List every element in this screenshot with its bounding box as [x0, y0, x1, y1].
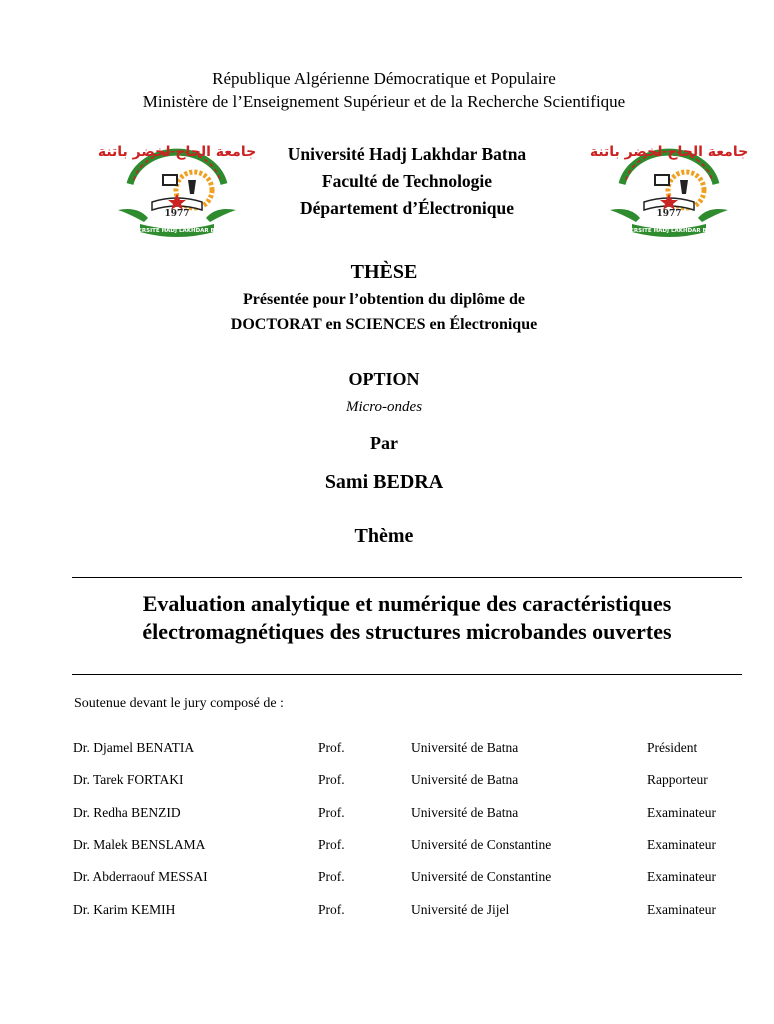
- jury-row: [0, 902, 768, 922]
- jury-row: [0, 869, 768, 889]
- ministry-line: Ministère de l’Enseignement Supérieur et de la Recherche Scientifique: [142, 92, 626, 111]
- jury-institution: Université de Constantine: [411, 837, 552, 852]
- republic-line: République Algérienne Démocratique et Populaire: [212, 69, 556, 88]
- jury-name: Dr. Tarek FORTAKI: [73, 772, 184, 787]
- jury-row: [0, 837, 768, 857]
- by-label: Par: [370, 433, 398, 453]
- jury-intro: Soutenue devant le jury composé de :: [74, 696, 284, 711]
- jury-role: Président: [647, 740, 698, 755]
- jury-role: Examinateur: [647, 837, 716, 852]
- title-rule-bottom: [72, 674, 742, 675]
- jury-role: Rapporteur: [647, 772, 708, 787]
- thesis-title-line-2: électromagnétiques des structures microbandes ouvertes: [142, 619, 672, 644]
- title-rule-top: [72, 577, 742, 578]
- option-label: OPTION: [348, 369, 420, 389]
- jury-institution: Université de Constantine: [411, 869, 552, 884]
- jury-name: Dr. Karim KEMIH: [73, 902, 176, 917]
- jury-role: Examinateur: [647, 805, 716, 820]
- jury-grade: Prof.: [318, 772, 345, 787]
- logo-year: 1977: [656, 209, 682, 219]
- jury-grade: Prof.: [318, 869, 345, 884]
- option-value: Micro-ondes: [345, 399, 423, 415]
- jury-row: [0, 772, 768, 792]
- presented-line-1: Présentée pour l’obtention du diplôme de: [243, 291, 525, 308]
- jury-role: Examinateur: [647, 902, 716, 917]
- jury-institution: Université de Batna: [411, 772, 519, 787]
- jury-role: Examinateur: [647, 869, 716, 884]
- university-name: Université Hadj Lakhdar Batna: [287, 144, 527, 164]
- jury-name: Dr. Abderraouf MESSAI: [73, 869, 208, 884]
- logo-banner-text: UNIVERSITE HADJ LAKHDAR BATNA: [614, 228, 724, 234]
- thesis-type: THÈSE: [350, 261, 418, 283]
- theme-label: Thème: [354, 525, 414, 547]
- thesis-title-line-1: Evaluation analytique et numérique des caractéristiques: [142, 591, 672, 616]
- jury-institution: Université de Batna: [411, 805, 519, 820]
- jury-grade: Prof.: [318, 837, 345, 852]
- jury-name: Dr. Malek BENSLAMA: [73, 837, 206, 852]
- logo-banner-text: UNIVERSITE HADJ LAKHDAR BATNA: [122, 228, 232, 234]
- jury-grade: Prof.: [318, 805, 345, 820]
- jury-institution: Université de Jijel: [411, 902, 510, 917]
- jury-name: Dr. Redha BENZID: [73, 805, 181, 820]
- jury-institution: Université de Batna: [411, 740, 519, 755]
- logo-year: 1977: [164, 209, 190, 219]
- department-name: Département d’Électronique: [299, 198, 515, 218]
- jury-grade: Prof.: [318, 740, 345, 755]
- jury-row: [0, 805, 768, 825]
- logo-arabic-text: جامعة الحاج لخضر باتنة: [97, 144, 257, 160]
- presented-line-2: DOCTORAT en SCIENCES en Électronique: [230, 316, 538, 333]
- jury-grade: Prof.: [318, 902, 345, 917]
- jury-name: Dr. Djamel BENATIA: [73, 740, 195, 755]
- jury-row: [0, 740, 768, 760]
- logo-arabic-text: جامعة الحاج لخضر باتنة: [589, 144, 749, 160]
- author-name: Sami BEDRA: [324, 471, 444, 493]
- faculty-name: Faculté de Technologie: [321, 171, 493, 191]
